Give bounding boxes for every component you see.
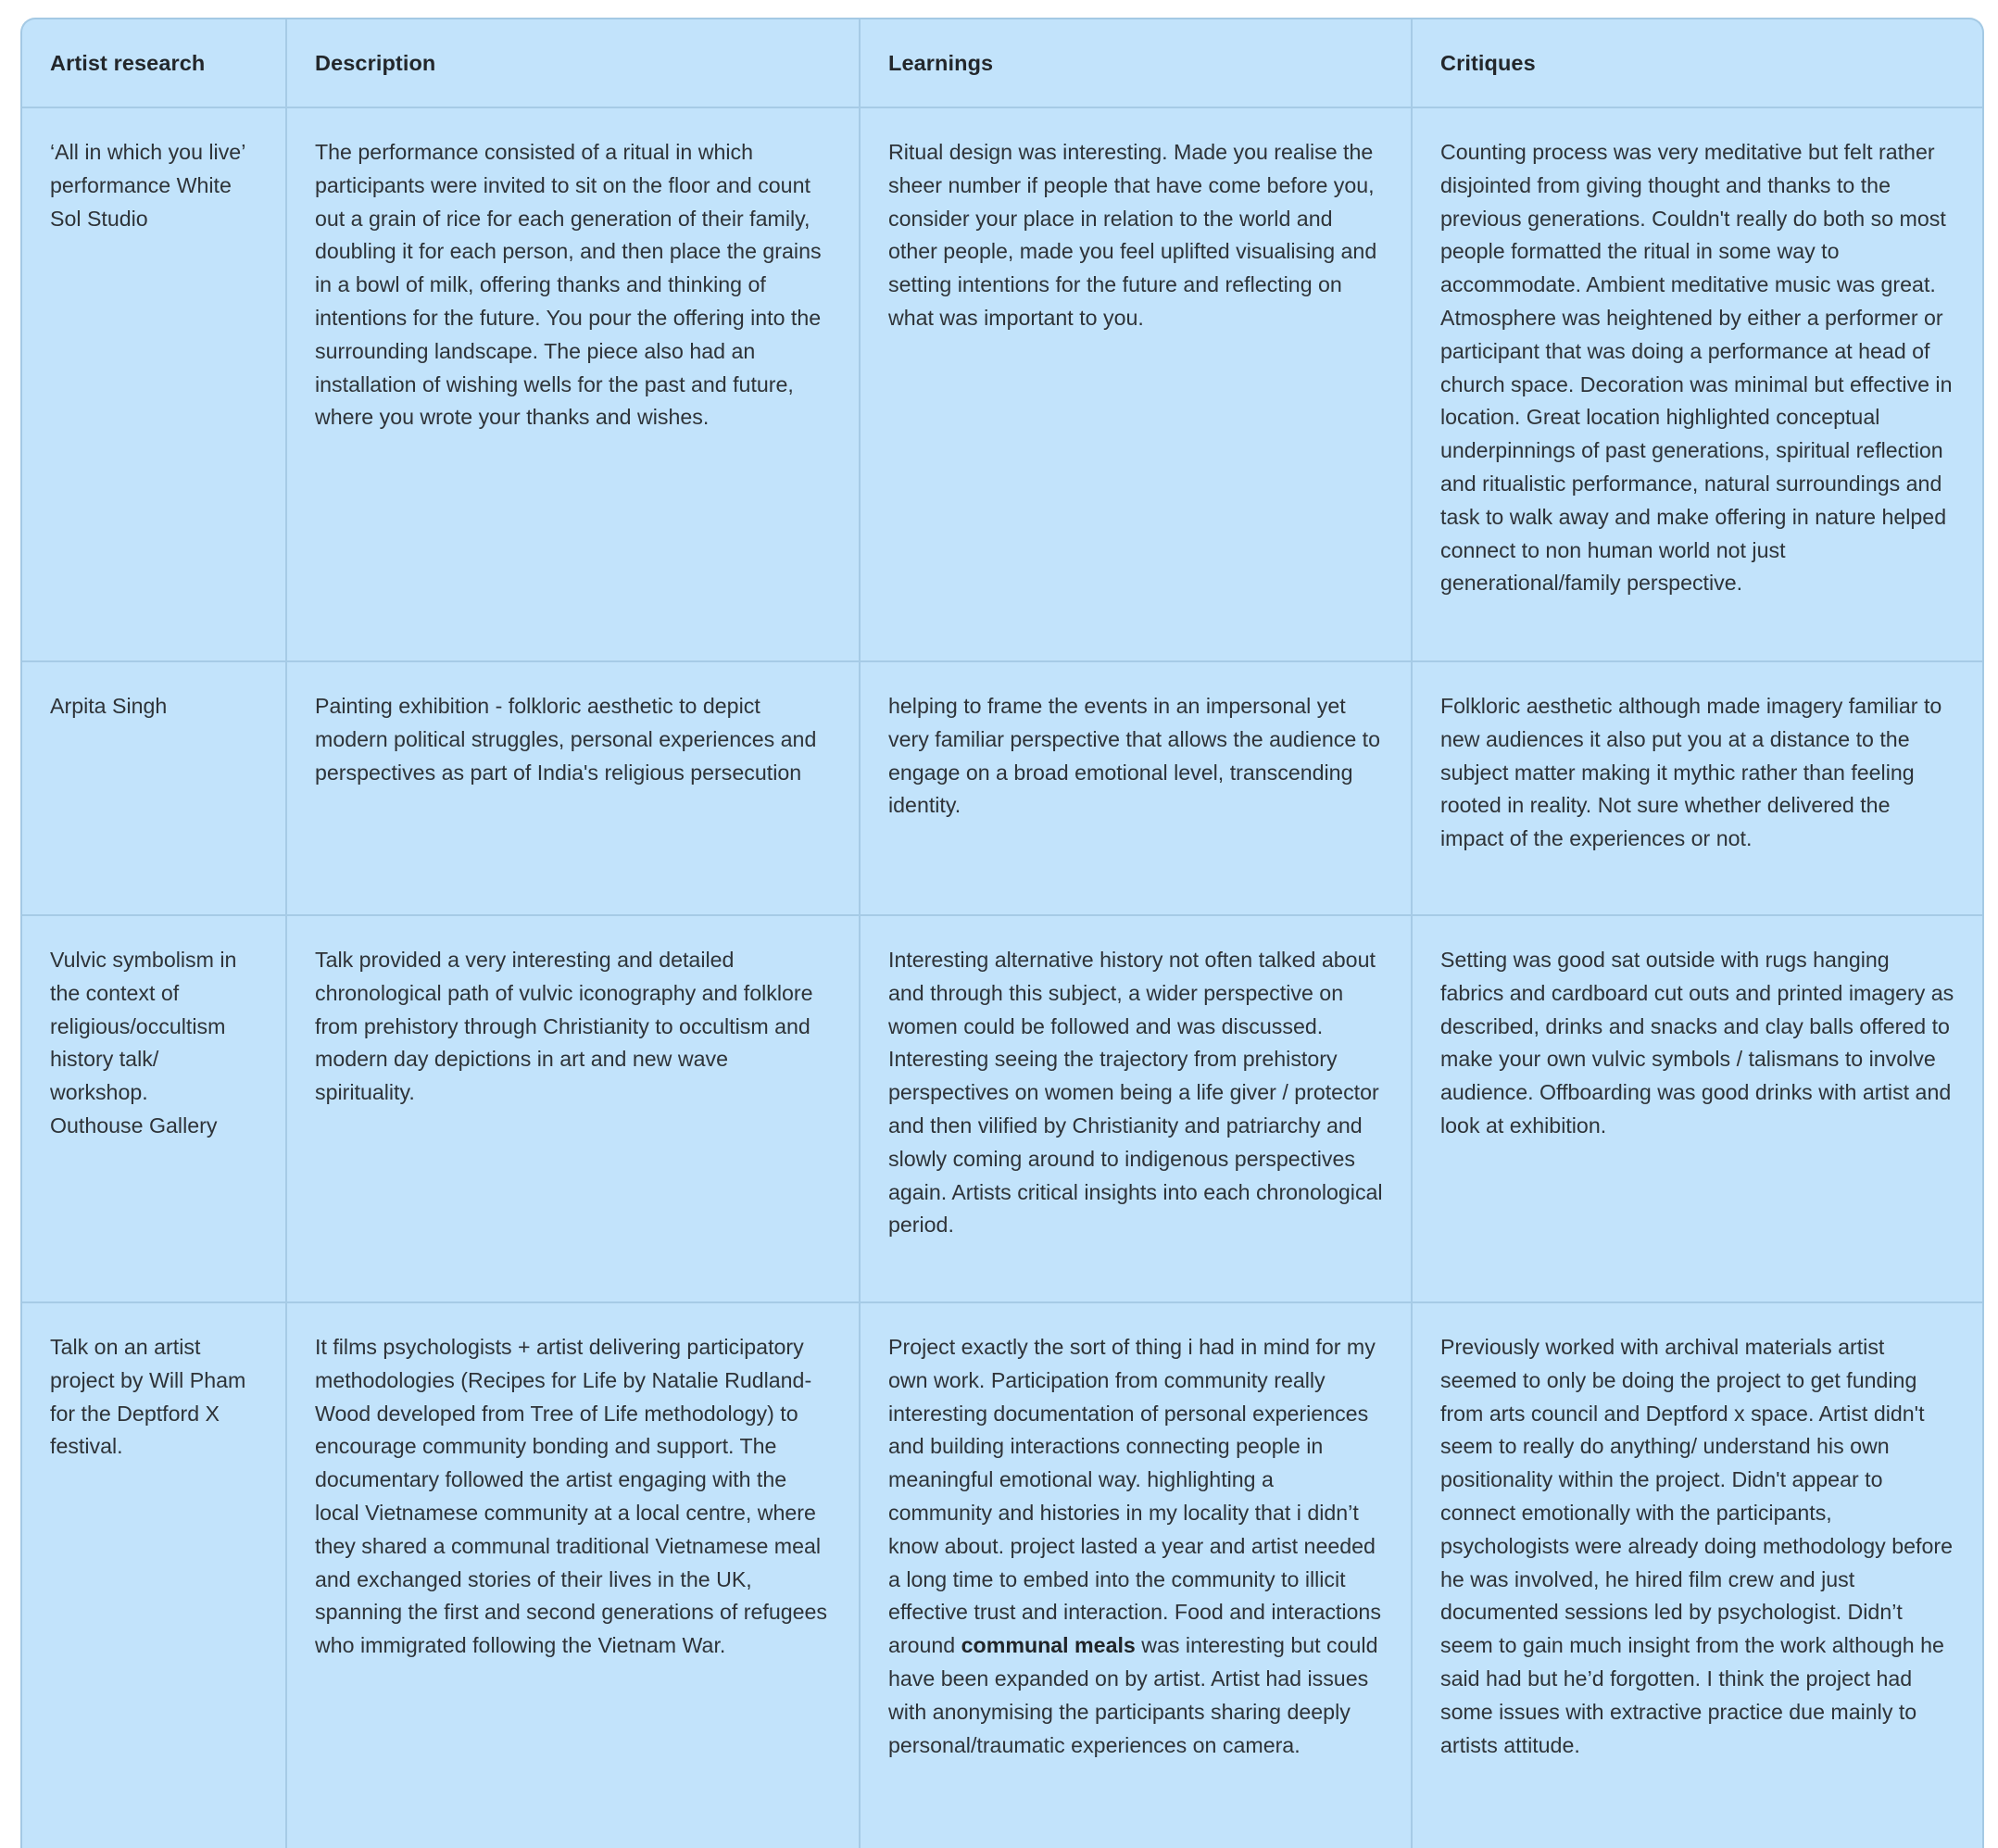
cell-description: It films psychologists + artist delivering participatory methodologies (Recipes for Life by Natalie Rudland-Wood developed from Tree of Life methodology) to encourage community bonding and support. The documentary followed the artist engaging with the local Vietnamese community at a local centre, where they shared a communal traditional Vietnamese meal and exchanged stories of their lives in the UK, spanning the first and second generations of refugees who immigrated following the Vietnam War. — [286, 1302, 860, 1848]
table-row — [22, 107, 1984, 661]
table-header-row — [22, 19, 1984, 107]
header-description: Description — [286, 19, 860, 107]
cell-learnings: Interesting alternative history not often talked about and through this subject, a wider perspective on women could be followed and was discussed. Interesting seeing the trajectory from prehistory perspectives on women being a life giver / protector and then vilified by Christianity and patriarchy and slowly coming around to indigenous perspectives again. Artists critical insights into each chronological period. — [860, 915, 1412, 1302]
table-row — [22, 1302, 1984, 1848]
cell-artist: ‘All in which you live’ performance White Sol Studio — [22, 107, 286, 661]
artist-research-table — [22, 19, 1984, 1848]
artist-talk-title: Vulvic symbolism in the context of religious/occultism history talk/ workshop. — [50, 948, 237, 1105]
cell-artist: Arpita Singh — [22, 661, 286, 915]
cell-artist: Talk on an artist project by Will Pham for the Deptford X festival. — [22, 1302, 286, 1848]
artist-venue: Outhouse Gallery — [50, 1113, 218, 1138]
cell-artist — [22, 915, 286, 1302]
research-table-container — [20, 18, 1984, 1848]
cell-description: Talk provided a very interesting and detailed chronological path of vulvic iconography and folklore from prehistory through Christianity to occultism and modern day depictions in art and new wave spirituality. — [286, 915, 860, 1302]
learnings-text-start: Project exactly the sort of thing i had in mind for my own work. Participation from community really interesting documentation of personal experiences and building interactions connecting people in meaningful emotional way. highlighting a community and histories in my locality that i didn’t know about. project lasted a year and artist needed a long time to embed into the community to illicit effective trust and interaction. Food and interactions around — [888, 1335, 1381, 1658]
learnings-text-end: was interesting but could have been expanded on by artist. Artist had issues with anonymising the participants sharing deeply personal/traumatic experiences on camera. — [888, 1633, 1378, 1757]
header-artist-research: Artist research — [22, 19, 286, 107]
table-row — [22, 661, 1984, 915]
header-critiques: Critiques — [1412, 19, 1984, 107]
cell-description: Painting exhibition - folkloric aesthetic to depict modern political struggles, personal experiences and perspectives as part of India's religious persecution — [286, 661, 860, 915]
table-row — [22, 915, 1984, 1302]
header-learnings: Learnings — [860, 19, 1412, 107]
cell-critiques: Folkloric aesthetic although made imagery familiar to new audiences it also put you at a distance to the subject matter making it mythic rather than feeling rooted in reality. Not sure whether delivered the impact of the experiences or not. — [1412, 661, 1984, 915]
learnings-bold-phrase: communal meals — [961, 1633, 1136, 1658]
cell-description: The performance consisted of a ritual in which participants were invited to sit on the floor and count out a grain of rice for each generation of their family, doubling it for each person, and then place the grains in a bowl of milk, offering thanks and thinking of intentions for the future. You pour the offering into the surrounding landscape. The piece also had an installation of wishing wells for the past and future, where you wrote your thanks and wishes. — [286, 107, 860, 661]
cell-critiques: Counting process was very meditative but felt rather disjointed from giving thought and thanks to the previous generations. Couldn't really do both so most people formatted the ritual in some way to accommodate. Ambient meditative music was great. Atmosphere was heightened by either a performer or participant that was doing a performance at head of church space. Decoration was minimal but effective in location. Great location highlighted conceptual underpinnings of past generations, spiritual reflection and ritualistic performance, natural surroundings and task to walk away and make offering in nature helped connect to non human world not just generational/family perspective. — [1412, 107, 1984, 661]
cell-learnings: helping to frame the events in an impersonal yet very familiar perspective that allows the audience to engage on a broad emotional level, transcending identity. — [860, 661, 1412, 915]
cell-learnings — [860, 1302, 1412, 1848]
cell-learnings: Ritual design was interesting. Made you realise the sheer number if people that have come before you, consider your place in relation to the world and other people, made you feel uplifted visualising and setting intentions for the future and reflecting on what was important to you. — [860, 107, 1412, 661]
cell-critiques: Previously worked with archival materials artist seemed to only be doing the project to get funding from arts council and Deptford x space. Artist didn't seem to really do anything/ understand his own positionality within the project. Didn't appear to connect emotionally with the participants, psychologists were already doing methodology before he was involved, he hired film crew and just documented sessions led by psychologist. Didn’t seem to gain much insight from the work although he said had but he’d forgotten. I think the project had some issues with extractive practice due mainly to artists attitude. — [1440, 1335, 1953, 1757]
cell-critiques: Setting was good sat outside with rugs hanging fabrics and cardboard cut outs and printed imagery as described, drinks and snacks and clay balls offered to make your own vulvic symbols / talismans to involve audience. Offboarding was good drinks with artist and look at exhibition. — [1412, 915, 1984, 1302]
